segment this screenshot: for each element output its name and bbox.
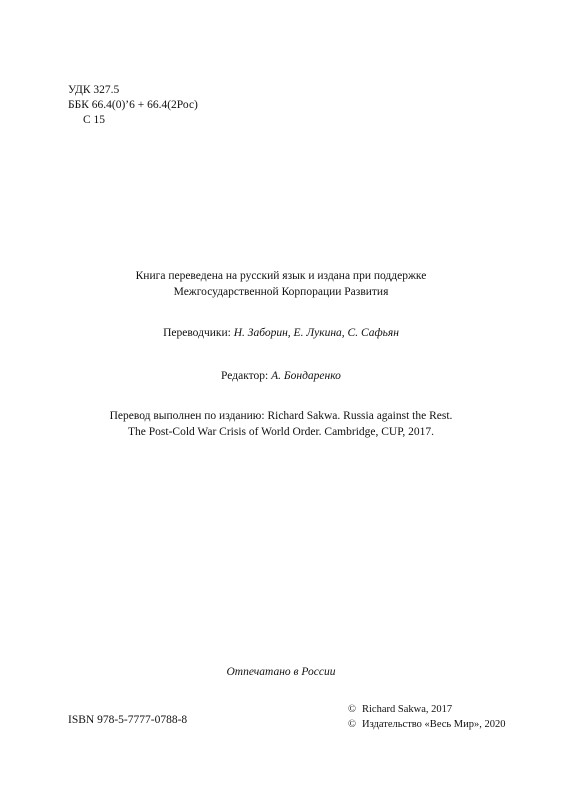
isbn: ISBN 978-5-7777-0788-8 (68, 714, 188, 726)
editor-line (0, 368, 562, 384)
copyright-symbol: © (348, 718, 356, 730)
copyright-text: Издательство «Весь Мир», 2020 (362, 718, 506, 730)
translators-line (0, 325, 562, 341)
udk-code: УДК 327.5 (68, 84, 120, 96)
editor-name: А. Бондаренко (271, 370, 341, 382)
support-note-line-2: Межгосударственной Корпорации Развития (173, 286, 389, 298)
bbk-code: ББК 66.4(0)’6 + 66.4(2Рос) (68, 99, 198, 111)
original-edition-line-2: The Post-Cold War Crisis of World Order. Cambridge, CUP, 2017. (128, 426, 434, 438)
original-edition-note (0, 408, 562, 440)
copyright-text: Richard Sakwa, 2017 (362, 704, 453, 715)
copyright-line (348, 703, 506, 718)
original-edition-line-1: Перевод выполнен по изданию: Richard Sakwa. Russia against the Rest. (109, 410, 453, 422)
classification-block (68, 83, 198, 128)
copyright-line (348, 718, 506, 733)
printed-in-note: Отпечатано в России (226, 666, 336, 678)
copyright-symbol: © (348, 704, 356, 715)
author-mark: С 15 (83, 114, 106, 126)
editor-label: Редактор: (221, 370, 272, 382)
support-note (0, 268, 562, 300)
translators-label: Переводчики: (163, 327, 234, 339)
support-note-line-1: Книга переведена на русский язык и издана при поддержке (135, 270, 427, 282)
copyright-block (348, 703, 506, 732)
translators-names: Н. Заборин, Е. Лукина, С. Сафьян (233, 327, 399, 339)
